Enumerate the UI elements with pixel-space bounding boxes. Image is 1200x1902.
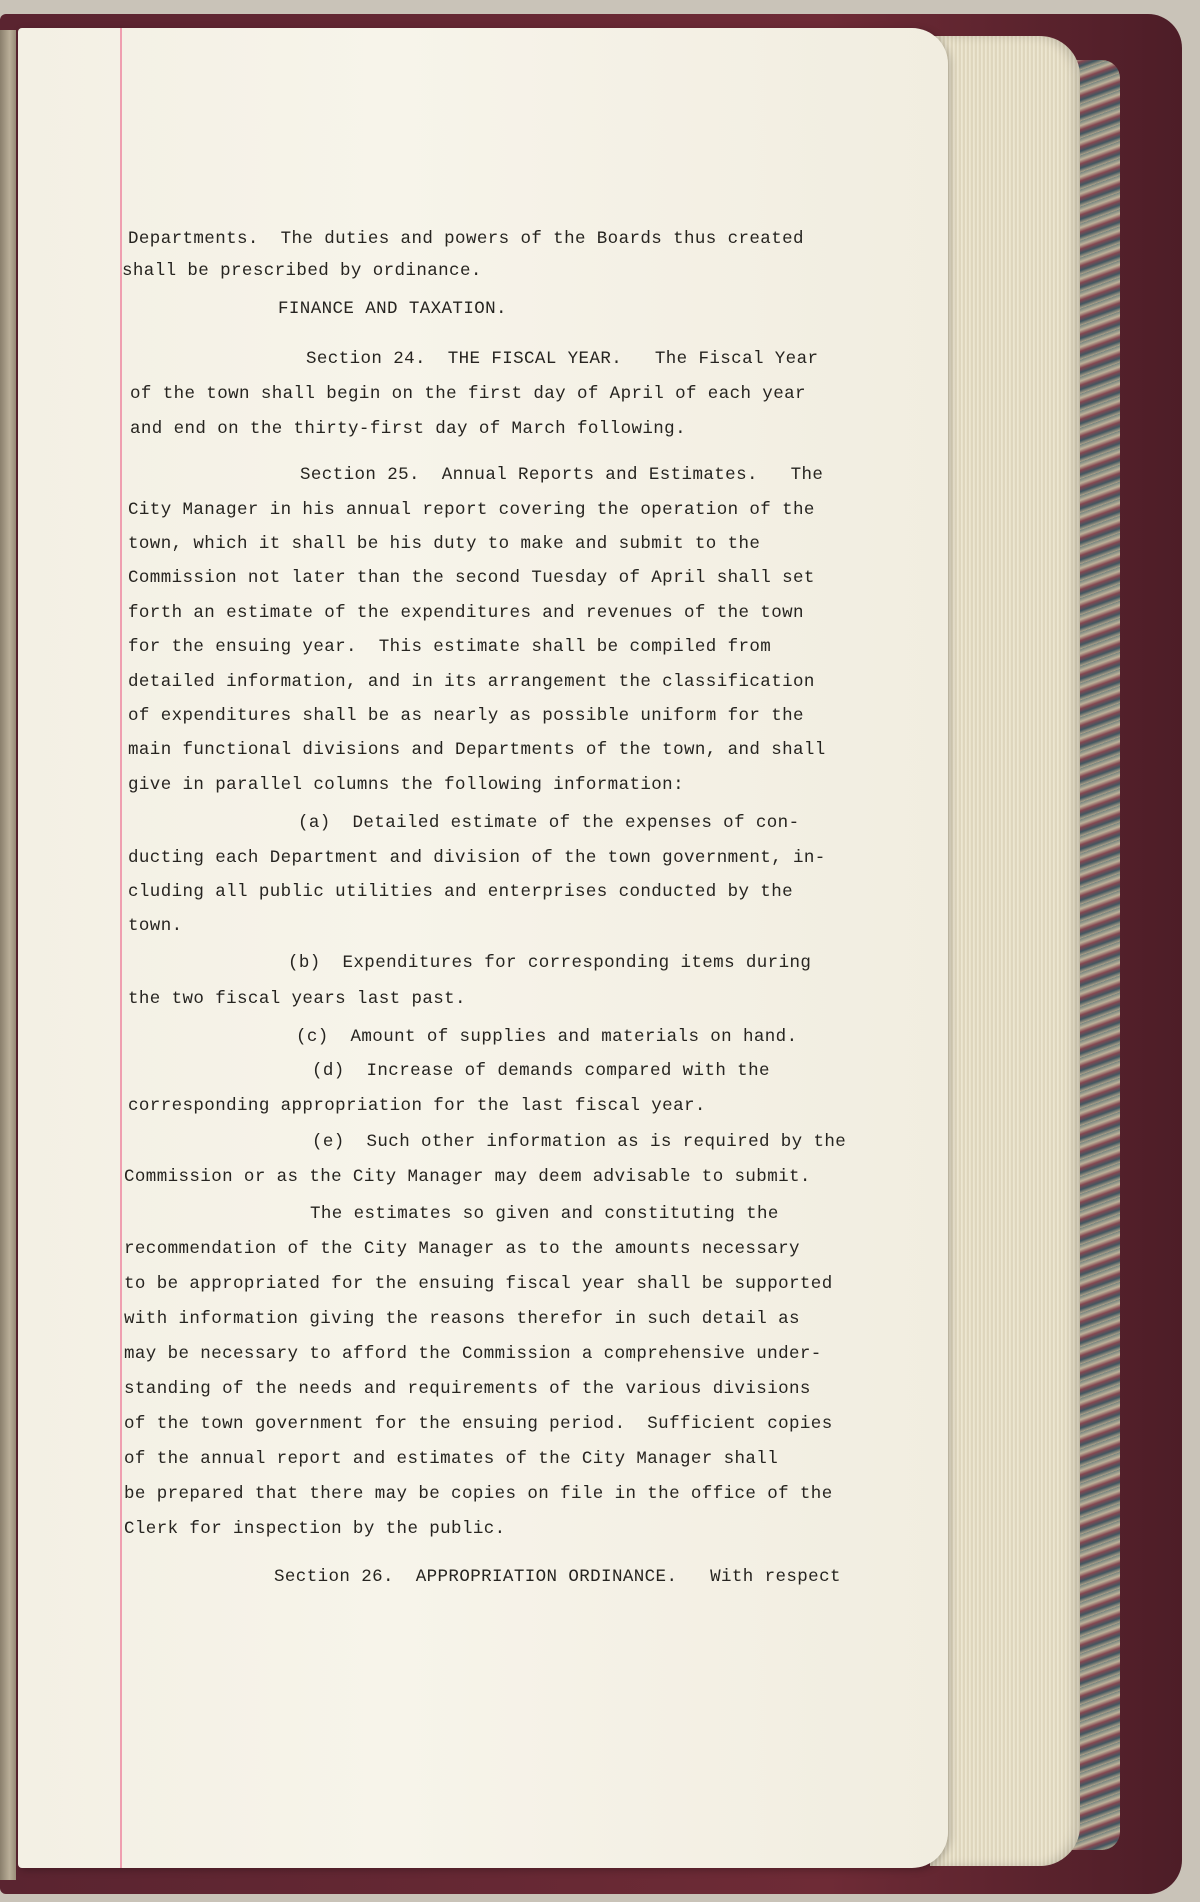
text-line: town, which it shall be his duty to make and submit to the xyxy=(128,534,761,554)
text-line: the two fiscal years last past. xyxy=(128,989,466,1009)
text-line: Section 26. APPROPRIATION ORDINANCE. With respect xyxy=(274,1567,841,1587)
facing-page-edge xyxy=(0,30,16,1880)
text-line: give in parallel columns the following information: xyxy=(128,775,684,795)
text-line: ducting each Department and division of the town government, in- xyxy=(128,848,826,868)
text-line: to be appropriated for the ensuing fiscal year shall be supported xyxy=(124,1274,833,1294)
text-line: of the town government for the ensuing period. Sufficient copies xyxy=(124,1414,833,1434)
text-line: corresponding appropriation for the last fiscal year. xyxy=(128,1096,706,1116)
text-line: Clerk for inspection by the public. xyxy=(124,1519,506,1539)
text-line: standing of the needs and requirements of the various divisions xyxy=(124,1379,811,1399)
section-heading: FINANCE AND TAXATION. xyxy=(278,299,507,319)
text-line: City Manager in his annual report covering the operation of the xyxy=(128,500,815,520)
text-line: with information giving the reasons therefor in such detail as xyxy=(124,1309,800,1329)
text-line: forth an estimate of the expenditures and revenues of the town xyxy=(128,603,804,623)
text-line: (e) Such other information as is required by the xyxy=(312,1132,847,1152)
text-line: be prepared that there may be copies on file in the office of the xyxy=(124,1484,833,1504)
text-line: of the town shall begin on the first day of April of each year xyxy=(130,384,806,404)
page-fore-edge xyxy=(930,36,1080,1866)
text-line: (c) Amount of supplies and materials on hand. xyxy=(296,1027,798,1047)
text-line: for the ensuing year. This estimate shall be compiled from xyxy=(128,637,772,657)
text-line: detailed information, and in its arrangement the classification xyxy=(128,672,815,692)
text-line: shall be prescribed by ordinance. xyxy=(122,261,482,281)
typewritten-text xyxy=(122,228,868,1587)
text-line: Section 25. Annual Reports and Estimates. The xyxy=(300,465,824,485)
text-line: may be necessary to afford the Commission a comprehensive under- xyxy=(124,1344,822,1364)
text-line: Commission or as the City Manager may deem advisable to submit. xyxy=(124,1167,811,1187)
text-line: town. xyxy=(128,916,183,936)
text-line: (d) Increase of demands compared with the xyxy=(312,1061,770,1081)
text-line: recommendation of the City Manager as to the amounts necessary xyxy=(124,1239,800,1259)
text-line: (a) Detailed estimate of the expenses of con- xyxy=(298,813,800,833)
text-line: Departments. The duties and powers of the Boards thus created xyxy=(128,229,804,249)
text-line: The estimates so given and constituting the xyxy=(310,1204,779,1224)
text-line: main functional divisions and Departments of the town, and shall xyxy=(128,740,826,760)
margin-rule xyxy=(120,28,122,1868)
text-line: of the annual report and estimates of the City Manager shall xyxy=(124,1449,779,1469)
text-line: of expenditures shall be as nearly as possible uniform for the xyxy=(128,706,804,726)
text-line: cluding all public utilities and enterprises conducted by the xyxy=(128,882,794,902)
text-line: Section 24. THE FISCAL YEAR. The Fiscal Year xyxy=(306,349,819,369)
text-line: Commission not later than the second Tuesday of April shall set xyxy=(128,568,815,588)
text-line: and end on the thirty-first day of March following. xyxy=(130,419,686,439)
text-line: (b) Expenditures for corresponding items during xyxy=(288,953,812,973)
